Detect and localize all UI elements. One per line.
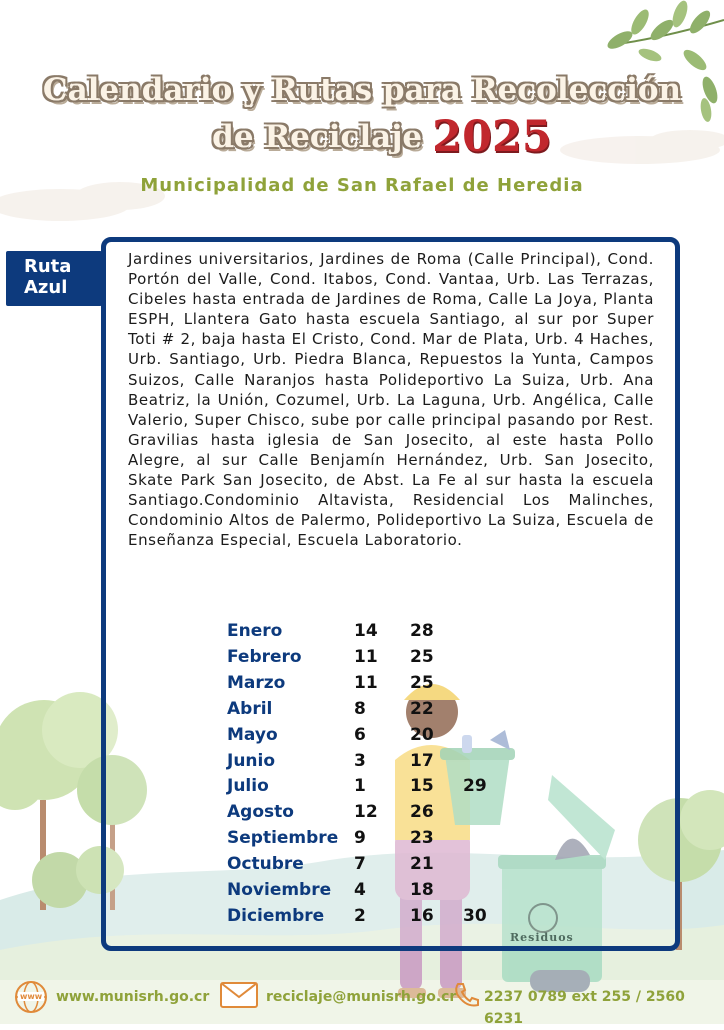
schedule-month: Abril (227, 698, 273, 719)
schedule-day: 6 (354, 724, 366, 745)
schedule-month: Diciembre (227, 905, 325, 926)
page-title-line1: Calendario y Rutas para Recolección (42, 72, 682, 108)
phone-numbers: 2237 0789 ext 255 / 2560 6231 (484, 989, 685, 1027)
schedule-month: Julio (227, 776, 269, 797)
bin-label: Residuos (510, 931, 574, 944)
schedule-day: 11 (354, 646, 378, 667)
schedule-month: Septiembre (227, 828, 339, 849)
schedule-day: 4 (354, 880, 366, 900)
schedule-month: Febrero (227, 646, 302, 667)
schedule-day: 26 (410, 802, 434, 823)
schedule-day: 12 (354, 802, 378, 823)
page-title-year: 2025 (432, 112, 552, 162)
schedule-day: 11 (354, 672, 378, 693)
schedule-day: 28 (410, 621, 434, 641)
schedule-day: 30 (463, 905, 487, 926)
schedule-day: 29 (463, 776, 487, 797)
schedule-day: 16 (410, 905, 434, 926)
route-description: Jardines universitarios, Jardines de Roma (Calle Principal), Cond. Portón del Valle, Cond. Itabos, Cond. Vantaa, Urb. Las Terrazas, Cibeles hasta entrada de Jardines de Roma, Calle La Joya, Planta ESPH, Llantera Gato hasta escuela Santiago, al sur por Super Toti # 2, baja hasta El Cristo, Cond. Mar de Plata, Urb. 4 Haches, Urb. Santiago, Urb. Piedra Blanca, Repuestos la Yunta, Campos Suizos, Calle Naranjos hasta Polideportivo La Suiza, Urb. Ana Beatriz, la Unión, Cozumel, Urb. La Laguna, Urb. Angélica, Calle Valerio, Super Chisco, sube por calle principal pasando por Rest. Gravilias hasta iglesia de San Josecito, al este hasta Pollo Alegre, al sur Calle Benjamín Hernández, Urb. San Josecito, Skate Park San Josecito, de Abst. La Fe al sur hasta la escuela Santiago.Condominio Altavista, Residencial Los Malinches, Condominio Altos de Palermo, Polideportivo La Suiza, Escuela de Enseñanza Especial, Escuela Laboratorio. (128, 250, 654, 550)
schedule-month: Enero (227, 621, 283, 641)
page-title-reciclaje: de Reciclaje (212, 119, 423, 155)
municipality-subtitle: Municipalidad de San Rafael de Heredia (140, 175, 584, 196)
route-tag-line2: Azul (24, 277, 68, 298)
schedule-month: Agosto (227, 802, 294, 823)
schedule-day: 14 (354, 621, 378, 641)
schedule-month: Junio (227, 750, 276, 771)
schedule-day: 21 (410, 854, 434, 875)
schedule-month: Mayo (227, 724, 278, 745)
email-link[interactable]: reciclaje@munisrh.go.cr (266, 989, 457, 1005)
envelope-icon (220, 982, 258, 1008)
schedule-day: 2 (354, 905, 366, 926)
schedule-day: 23 (410, 828, 434, 849)
schedule-day: 3 (354, 750, 366, 771)
schedule-day: 8 (354, 698, 366, 719)
schedule-day: 18 (410, 880, 434, 900)
schedule-day: 9 (354, 828, 366, 849)
website-link[interactable]: www.munisrh.go.cr (56, 989, 210, 1005)
page-title-line2 (0, 112, 724, 162)
schedule-day: 25 (410, 646, 434, 667)
phone-icon (452, 980, 482, 1010)
route-tag-line1: Ruta (24, 256, 72, 277)
route-tag (6, 251, 102, 306)
schedule-day: 22 (410, 698, 434, 719)
schedule-day: 15 (410, 776, 434, 797)
schedule-day: 25 (410, 672, 434, 693)
schedule-day: 7 (354, 854, 366, 875)
schedule-month: Marzo (227, 672, 286, 693)
www-icon-label: www (20, 992, 43, 1001)
schedule-day: 17 (410, 750, 434, 771)
schedule-month: Noviembre (227, 880, 332, 900)
schedule-day: 1 (354, 776, 366, 797)
schedule-day: 20 (410, 724, 434, 745)
schedule-month: Octubre (227, 854, 304, 875)
